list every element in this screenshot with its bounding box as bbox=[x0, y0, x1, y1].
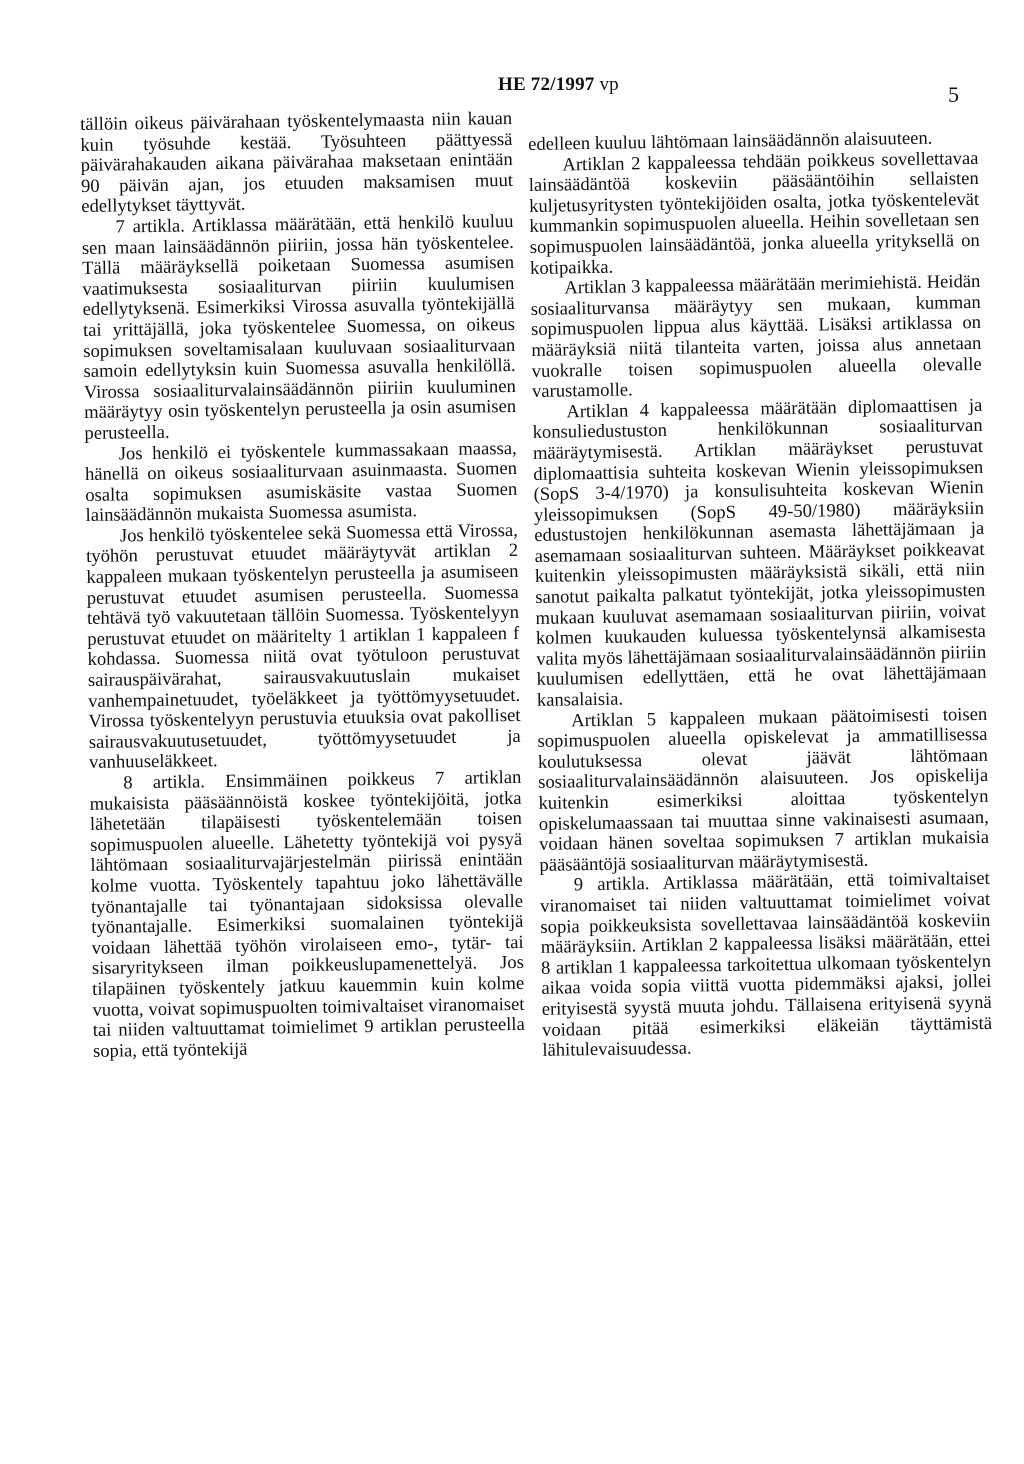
page-number: 5 bbox=[948, 82, 959, 107]
paragraph: Artiklan 4 kappaleessa määrätään diplomaattisen ja konsuliedustuston henkilökunnan sosiaaliturvan määräytymisestä. Artiklan määräykset perustuvat diplomaattisia suhteita koskevan Wienin yleissopimuksen (SopS 3-4/1970) ja konsulisuhteita koskevan Wienin yleissopimuksen (SopS 49-50/1980) määräyksiin edustustojen henkilökunnan asemasta lähettäjämaan ja asemamaan sosiaaliturvan suhteen. Määräykset poikkeavat kuitenkin yleissopimusten määräyksistä sikäli, että niin sanotut paikalta palkatut työntekijät, jotka yleissopimusten mukaan kuuluvat asemamaan sosiaaliturvan piiriin, voivat kolmen kuukauden kuluessa työskentelynsä alkamisesta valita myös lähettäjämaan sosiaaliturvalainsäädännön piiriin kuulumisen edellyttäen, että he ovat lähettäjämaan kansalaisia. bbox=[532, 394, 987, 711]
paragraph: Artiklan 2 kappaleessa tehdään poikkeus sovellettavaa lainsäädäntöä koskeviin pääsääntöihin sellaisten kuljetusyritysten työntekijöiden osalta, jotka työskentelevät kummankin sopimuspuolen alueella. Heihin sovelletaan sen sopimuspuolen lainsäädäntöä, jonka alueella yrityksellä on kotipaikka. bbox=[528, 147, 980, 279]
paragraph: 7 artikla. Artiklassa määrätään, että henkilö kuuluu sen maan lainsäädännön piiriin, jossa hän työskentelee. Tällä määräyksellä poiketaan Suomessa asumisen vaatimuksesta sosiaaliturvan piiriin kuulumisen edellytyksenä. Esimerkiksi Virossa asuvalla työntekijällä tai yrittäjällä, joka työskentelee Suomessa, on oikeus sopimuksen soveltamisalaan kuuluvaan sosiaaliturvaan samoin edellytyksin kuin Suomessa asuvalla henkilöllä. Virossa sosiaaliturvalainsäädännön piiriin kuuluminen määräytyy osin työskentelyn perusteella ja osin asumisen perusteella. bbox=[81, 210, 517, 444]
paragraph: Jos henkilö ei työskentele kummassakaan maassa, hänellä on oikeus sosiaaliturvaan asuinmaasta. Suomen osalta sopimuksen asumiskäsite vastaa Suomen lainsäädännön mukaista Suomessa asumista. bbox=[84, 437, 518, 527]
paragraph: 9 artikla. Artiklassa määrätään, että toimivaltaiset viranomaiset tai niiden valtuuttamat toimielimet voivat sopia poikkeuksista sovellettavaa lainsäädäntöä koskeviin määräyksiin. Artiklan 2 kappaleessa lisäksi määrätään, ettei 8 artiklan 1 kappaleessa tarkoitettua ulkomaan työskentelyn aikaa voida sopia viittä vuotta pidemmäksi ajaksi, jollei erityisestä syystä muuta johdu. Tällaisena erityisenä syynä voidaan pitää esimerkiksi eläkeiän täyttämistä lähitulevaisuudessa. bbox=[539, 868, 993, 1062]
paragraph: 8 artikla. Ensimmäinen poikkeus 7 artiklan mukaisista pääsäännöistä koskee työntekijöitä, jotka lähetetään tilapäisesti työskentelemään toisen sopimuspuolen alueelle. Lähetetty työntekijä voi pysyä lähtömaan sosiaaliturvajärjestelmän piirissä enintään kolme vuotta. Työskentely tapahtuu joko lähettävälle työnantajalle tai työnantajaan sidoksissa olevalle työnantajalle. Esimerkiksi suomalainen työntekijä voidaan lähettää työhön virolaiseen emo-, tytär- tai sisaryritykseen ilman poikkeuslupamenettelyä. Jos tilapäinen työskentely jatkuu kauemmin kuin kolme vuotta, voivat sopimuspuolten toimivaltaiset viranomaiset tai niiden valtuuttamat toimielimet 9 artiklan perusteella sopia, että työntekijä bbox=[89, 766, 525, 1062]
paragraph: edelleen kuuluu lähtömaan lainsäädännön alaisuuteen. bbox=[527, 127, 933, 155]
paragraph: Jos henkilö työskentelee sekä Suomessa että Virossa, työhön perustuvat etuudet määräytyvät artiklan 2 kappaleen mukaan työskentelyn perusteella ja asumiseen perustuvat etuudet asumisen perusteella. Suomessa tehtävä työ vakuutetaan tällöin Suomessa. Työskentelyyn perustuvat etuudet on määritelty 1 artiklan 1 kappaleen f kohdassa. Suomessa niitä ovat työtuloon perustuvat sairauspäivärahat, sairausvakuutuslain mukaiset vanhempainetuudet, työeläkkeet ja työttömyysetuudet. Virossa työskentelyyn perustuvia etuuksia ovat pakolliset sairausvakuutusetuudet, työttömyysetuudet ja vanhuuseläkkeet. bbox=[86, 519, 521, 774]
page-header bbox=[0, 50, 1024, 107]
paragraph: Artiklan 3 kappaleessa määrätään merimiehistä. Heidän sosiaaliturvansa määräytyy sen mukaan, kumman sopimuspuolen lippua alus käyttää. Lisäksi artiklassa on määräyksiä niitä tilanteita varten, joissa alus annetaan vuokralle toisen sopimuspuolen alueella olevalle varustamolle. bbox=[530, 271, 982, 403]
right-column bbox=[528, 128, 993, 1062]
left-column bbox=[80, 109, 525, 1062]
document-id: HE 72/1997 vp bbox=[498, 74, 619, 95]
paragraph: Artiklan 5 kappaleen mukaan päätoimisesti toisen sopimuspuolen alueella opiskelevat ja ammatillisessa koulutuksessa olevat jäävät lähtömaan sosiaaliturvalainsäädännön alaisuuteen. Jos opiskelija kuitenkin esimerkiksi aloittaa työskentelyn opiskelumaassaan tai muuttaa sinne vakinaisesti asumaan, voidaan hänen soveltaa sopimuksen 7 artiklan mukaisia pääsääntöjä sosiaaliturvan määräytymisestä. bbox=[537, 703, 990, 876]
paragraph: tällöin oikeus päivärahaan työskentelymaasta niin kauan kuin työsuhde kestää. Työsuhteen päättyessä päivärahakauden aikana päivärahaa maksetaan enintään 90 päivän ajan, jos etuuden maksamisen muut edellytykset täyttyvät. bbox=[79, 107, 514, 218]
